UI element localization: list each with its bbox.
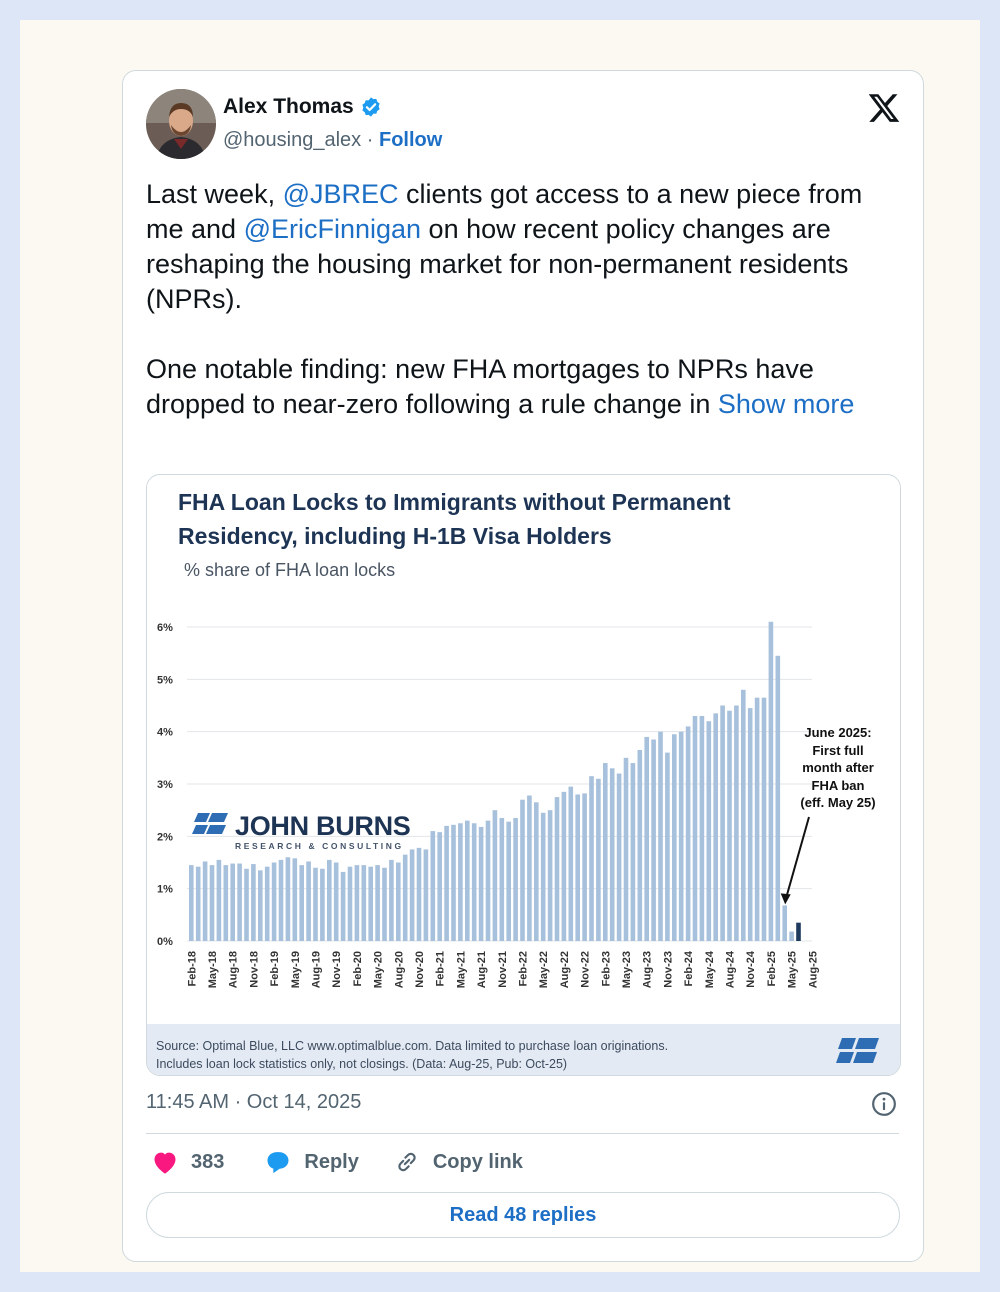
x-tick-label: Nov-22 <box>579 951 592 988</box>
chart-bar <box>424 849 429 941</box>
chart-bar <box>410 849 415 941</box>
chart-bar <box>431 831 436 941</box>
y-tick-label: 3% <box>157 779 173 791</box>
x-tick-label: Aug-24 <box>724 951 737 989</box>
x-tick-label: May-23 <box>621 951 633 989</box>
x-tick-label: Nov-18 <box>248 951 261 988</box>
x-logo-icon[interactable] <box>867 91 901 125</box>
reply-label: Reply <box>304 1150 359 1173</box>
chart-source-bar <box>147 1024 900 1075</box>
y-tick-label: 1% <box>157 883 173 896</box>
follow-button[interactable]: Follow <box>378 129 443 151</box>
chart-bar <box>313 868 318 941</box>
chart-bar <box>279 860 284 941</box>
chart-bar <box>575 794 580 941</box>
heart-icon <box>151 1149 179 1175</box>
chart-bar <box>741 690 746 941</box>
chart-bar <box>596 779 601 941</box>
x-tick-label: Nov-23 <box>662 951 675 988</box>
x-tick-label: Feb-21 <box>434 951 447 987</box>
chart-bar <box>203 861 208 941</box>
x-tick-label: May-20 <box>372 951 385 989</box>
y-tick-label: 2% <box>157 831 173 844</box>
y-tick-label: 0% <box>157 936 173 948</box>
x-tick-label: Nov-20 <box>414 951 426 988</box>
chart-bar <box>306 861 311 941</box>
chart-bar <box>603 763 608 941</box>
chart-bar <box>769 622 774 941</box>
chart-bar <box>237 864 242 941</box>
chart-bar <box>589 776 594 941</box>
chart-bar <box>444 826 449 941</box>
tweet-timestamp[interactable]: 11:45 AM · Oct 14, 2025 <box>146 1091 362 1113</box>
chart-bar <box>672 734 677 941</box>
chart-bar <box>348 867 353 941</box>
chart-bar <box>362 865 367 941</box>
like-count: 383 <box>191 1150 225 1173</box>
logo-name: JOHN BURNS <box>235 811 411 841</box>
chart-bar <box>513 818 518 941</box>
x-tick-label: May-21 <box>455 951 468 989</box>
chart-bar <box>396 863 401 942</box>
chart-bar <box>776 656 781 941</box>
tweet-text-run: One notable finding: new FHA mortgages to NPRs have dropped to near-zero following a rule change in <box>146 354 814 419</box>
x-tick-label: Aug-22 <box>558 951 571 989</box>
chart-bar <box>217 860 222 941</box>
x-tick-label: May-18 <box>207 951 219 989</box>
chart-bar <box>734 706 739 942</box>
x-tick-label: Aug-21 <box>476 951 489 989</box>
avatar[interactable] <box>146 89 216 159</box>
chart-bar <box>320 869 325 941</box>
chart-bar <box>458 823 463 941</box>
chart-bar <box>700 716 705 941</box>
info-icon[interactable] <box>871 1091 897 1117</box>
x-tick-label: May-24 <box>703 951 716 989</box>
chart-bar <box>720 706 725 942</box>
chart-bar <box>520 800 525 941</box>
chart-bar <box>713 713 718 941</box>
x-tick-label: May-25 <box>786 951 799 989</box>
x-tick-label: Feb-20 <box>351 951 364 987</box>
copy-link-button[interactable] <box>393 1149 523 1175</box>
chart-bar <box>265 867 270 941</box>
x-tick-label: Aug-25 <box>807 951 820 989</box>
tweet-card[interactable] <box>122 70 924 1262</box>
chart-bar <box>782 905 787 941</box>
verified-badge-icon <box>360 96 382 118</box>
chart-bar <box>493 810 498 941</box>
link-icon <box>393 1149 421 1175</box>
chart-bar <box>796 923 801 941</box>
x-tick-label: Feb-18 <box>186 951 199 987</box>
bar-chart <box>147 475 900 1024</box>
chart-subtitle: % share of FHA loan locks <box>184 560 396 580</box>
chart-bar <box>382 868 387 941</box>
copy-link-label: Copy link <box>432 1150 523 1173</box>
chart-bar <box>617 774 622 941</box>
x-tick-label: Feb-22 <box>517 951 530 987</box>
chart-bar <box>251 864 256 941</box>
chart-bar <box>748 708 753 941</box>
chart-annotation: June 2025: First full month after FHA ban (eff. May 25) <box>800 725 876 810</box>
chart-bar <box>707 721 712 941</box>
annotation-arrow <box>786 817 809 899</box>
chart-bar <box>472 823 477 941</box>
x-tick-label: Aug-19 <box>310 951 323 989</box>
chart-bar <box>555 797 560 941</box>
arrow-head <box>781 893 791 904</box>
chart-bar <box>658 732 663 941</box>
chart-bar <box>368 867 373 941</box>
reply-icon <box>264 1149 292 1175</box>
chart-bar <box>451 825 456 941</box>
handle-separator: · <box>366 129 374 151</box>
chart-bar <box>727 711 732 941</box>
tweet-text-run: Last week, <box>146 179 283 209</box>
chart-bar <box>189 865 194 941</box>
chart-bar <box>486 821 491 941</box>
chart-bar <box>244 869 249 941</box>
chart-bar <box>569 787 574 941</box>
chart-bar <box>527 796 532 941</box>
chart-bar <box>679 732 684 941</box>
chart-bar <box>562 792 567 941</box>
chart-source-text: Source: Optimal Blue, LLC www.optimalblue.com. Data limited to purchase loan originations. Includes loan lock statistics only, not closings. (Data: Aug-25, Pub: Oct-25) <box>156 1039 669 1071</box>
chart-bar <box>327 860 332 941</box>
chart-bar <box>500 818 505 941</box>
chart-bar <box>375 865 380 941</box>
chart-bar <box>196 867 201 941</box>
chart-bar <box>293 858 298 941</box>
chart-bar <box>230 864 235 941</box>
mention-link[interactable]: @EricFinnigan <box>243 214 422 244</box>
brand-mark-icon <box>835 1038 881 1064</box>
x-tick-label: Nov-19 <box>331 951 344 988</box>
action-bar <box>151 1149 523 1175</box>
chart-bar <box>417 848 422 941</box>
chart-bar <box>610 768 615 941</box>
divider <box>146 1133 899 1134</box>
chart-bar <box>638 750 643 941</box>
chart-bar <box>272 863 277 942</box>
chart-bar <box>258 870 263 941</box>
x-tick-label: Nov-24 <box>745 951 758 988</box>
chart-bar <box>403 855 408 941</box>
chart-bar <box>389 860 394 941</box>
chart-bar <box>762 698 767 941</box>
chart-bar <box>644 737 649 941</box>
chart-bar <box>665 753 670 941</box>
x-tick-label: Aug-23 <box>641 951 654 989</box>
x-tick-label: Aug-20 <box>393 951 406 989</box>
chart-bar <box>755 698 760 941</box>
john-burns-logo-icon <box>192 813 230 835</box>
tweet-text-run: on how recent policy changes are reshaping the housing market for non-permanent residents (NPRs). <box>146 214 849 314</box>
chart-bar <box>534 802 539 941</box>
read-replies-button[interactable]: Read 48 replies <box>146 1192 900 1238</box>
chart-bar <box>355 865 360 941</box>
tweet-paragraph <box>146 177 906 317</box>
chart-bar <box>299 865 304 941</box>
tweet-media-chart[interactable] <box>146 474 901 1076</box>
x-tick-label: Feb-24 <box>683 951 696 987</box>
chart-bar <box>548 810 553 941</box>
chart-bar <box>341 872 346 941</box>
chart-bar <box>651 740 656 941</box>
chart-bar <box>686 726 691 941</box>
tweet-paragraph <box>146 352 906 422</box>
x-tick-label: Feb-23 <box>600 951 613 987</box>
chart-bar <box>541 813 546 941</box>
chart-bar <box>479 827 484 941</box>
like-button[interactable] <box>151 1149 224 1175</box>
mention-link[interactable]: Show more <box>717 389 855 419</box>
page-background <box>20 20 980 1272</box>
chart-bar <box>789 932 794 941</box>
reply-button[interactable] <box>264 1149 358 1175</box>
chart-bar <box>582 793 587 941</box>
author-handle[interactable]: @housing_alex <box>223 129 362 151</box>
x-tick-label: Feb-25 <box>765 951 778 987</box>
chart-bar <box>437 832 442 941</box>
tweet-text-run: clients got access to a new piece from me and <box>146 179 863 244</box>
chart-bar <box>465 821 470 941</box>
author-name[interactable]: Alex Thomas <box>223 95 354 118</box>
tweet-text <box>146 177 906 422</box>
y-tick-label: 6% <box>157 622 173 634</box>
x-tick-label: Aug-18 <box>227 951 240 989</box>
x-tick-label: May-19 <box>289 951 302 989</box>
logo-subtitle: RESEARCH & CONSULTING <box>235 841 404 851</box>
chart-bar <box>224 865 229 941</box>
x-tick-label: Nov-21 <box>496 951 509 988</box>
chart-bar <box>624 758 629 941</box>
chart-bar <box>506 822 511 941</box>
x-tick-label: Feb-19 <box>269 951 282 987</box>
mention-link[interactable]: @JBREC <box>282 179 399 209</box>
x-tick-label: May-22 <box>538 951 551 989</box>
y-tick-label: 4% <box>157 726 173 739</box>
chart-bar <box>631 763 636 941</box>
y-tick-label: 5% <box>157 674 173 687</box>
chart-bar <box>693 716 698 941</box>
chart-bar <box>286 857 291 941</box>
chart-title: FHA Loan Locks to Immigrants without Permanent Residency, including H-1B Visa Holders <box>178 489 731 549</box>
chart-bar <box>334 863 339 942</box>
chart-bar <box>210 865 215 941</box>
